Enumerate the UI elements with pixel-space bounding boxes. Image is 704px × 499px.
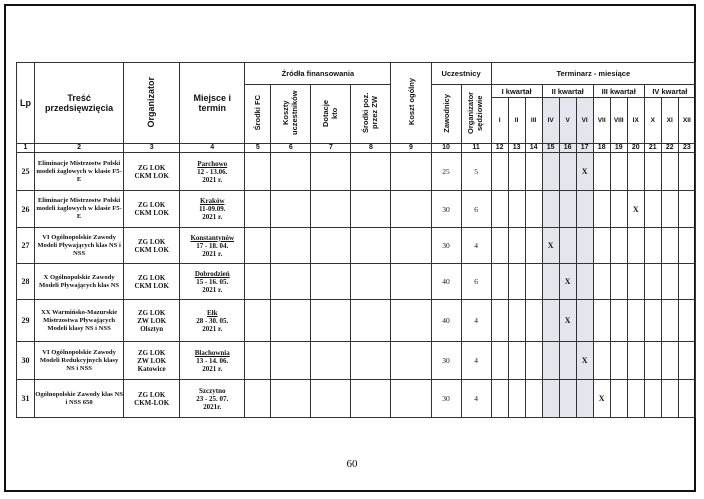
schedule-month-cell: [525, 380, 542, 418]
schedule-month-cell: [491, 342, 508, 380]
judges-cell: 6: [461, 264, 491, 300]
total-cost-cell: [391, 342, 431, 380]
event-place-date: [180, 342, 245, 380]
header-funding-grants: Dotacje kto: [311, 85, 351, 144]
schedule-month-cell: [525, 153, 542, 191]
schedule-month-cell: [491, 228, 508, 264]
table-row: [17, 228, 696, 264]
event-place-date: [180, 191, 245, 228]
schedule-month-cell: [525, 228, 542, 264]
row-number: 30: [17, 342, 35, 380]
organizer-line: CKM LOK: [134, 171, 169, 180]
funding-cell: [311, 300, 351, 342]
schedule-month-cell: [542, 264, 559, 300]
total-cost-cell: [391, 228, 431, 264]
schedule-month-cell: [559, 153, 576, 191]
page-number: 60: [346, 458, 358, 470]
judges-cell: 4: [461, 300, 491, 342]
funding-cell: [311, 191, 351, 228]
organizer-line: ZG LOK: [137, 308, 166, 317]
competitors-cell: 30: [431, 191, 461, 228]
header-quarter-3: III kwartał: [593, 85, 644, 98]
header-month: X: [644, 98, 661, 144]
schedule-month-cell: [559, 228, 576, 264]
column-number: 1: [17, 144, 35, 153]
funding-cell: [351, 342, 391, 380]
column-number: 2: [35, 144, 124, 153]
organizer-line: ZG LOK: [137, 273, 166, 282]
column-number: 9: [391, 144, 431, 153]
header-judges: Organizator sędziowie: [461, 85, 491, 144]
total-cost-cell: [391, 191, 431, 228]
funding-cell: [271, 342, 311, 380]
schedule-month-cell: [644, 342, 661, 380]
event-city: Konstantynów: [190, 233, 235, 242]
competitors-cell: 25: [431, 153, 461, 191]
schedule-month-cell: [576, 228, 593, 264]
competitors-cell: 30: [431, 342, 461, 380]
schedule-month-cell: [610, 191, 627, 228]
schedule-month-cell: [508, 380, 525, 418]
funding-cell: [245, 191, 271, 228]
schedule-month-cell: [525, 264, 542, 300]
header-month: III: [525, 98, 542, 144]
table-row: [17, 264, 696, 300]
schedule-month-cell: [610, 264, 627, 300]
funding-cell: [311, 342, 351, 380]
schedule-month-cell: [678, 264, 695, 300]
funding-cell: [271, 191, 311, 228]
header-competitors: Zawodnicy: [431, 85, 461, 144]
event-dates: 11-09.09.: [199, 205, 226, 213]
schedule-month-cell: [491, 264, 508, 300]
total-cost-cell: [391, 300, 431, 342]
header-quarter-2: II kwartał: [542, 85, 593, 98]
event-organizer: [124, 191, 180, 228]
funding-cell: [311, 380, 351, 418]
column-number: 7: [311, 144, 351, 153]
schedule-table: [16, 62, 696, 418]
table-header: [17, 63, 696, 153]
schedule-month-cell: [593, 342, 610, 380]
funding-cell: [271, 380, 311, 418]
table-row: [17, 300, 696, 342]
organizer-line: CKM-LOK: [134, 398, 170, 407]
schedule-month-cell: [627, 264, 644, 300]
schedule-mark: X: [542, 228, 559, 264]
header-month: VII: [593, 98, 610, 144]
header-quarter-4: IV kwartał: [644, 85, 695, 98]
funding-cell: [271, 153, 311, 191]
header-schedule-group: Terminarz - miesiące: [491, 63, 695, 85]
header-funding-fc: Środki FC: [245, 85, 271, 144]
schedule-month-cell: [661, 228, 678, 264]
schedule-month-cell: [661, 342, 678, 380]
schedule-month-cell: [644, 264, 661, 300]
column-number: 20: [627, 144, 644, 153]
schedule-month-cell: [593, 300, 610, 342]
schedule-month-cell: [610, 153, 627, 191]
judges-cell: 4: [461, 228, 491, 264]
schedule-month-cell: [610, 342, 627, 380]
schedule-mark: X: [627, 191, 644, 228]
funding-cell: [311, 228, 351, 264]
schedule-mark: X: [559, 264, 576, 300]
column-number: 17: [576, 144, 593, 153]
event-year: 2021 r.: [202, 175, 223, 184]
schedule-month-cell: [542, 191, 559, 228]
schedule-month-cell: [661, 300, 678, 342]
total-cost-cell: [391, 153, 431, 191]
table-row: [17, 191, 696, 228]
header-funding-group: Źródła finansowania: [245, 63, 391, 85]
funding-cell: [351, 153, 391, 191]
schedule-month-cell: [610, 380, 627, 418]
event-title: X Ogólnopolskie Zawody Modeli Pływających klas NS: [35, 264, 124, 300]
event-place-date: [180, 153, 245, 191]
schedule-month-cell: [678, 342, 695, 380]
event-organizer: [124, 228, 180, 264]
column-number: 3: [124, 144, 180, 153]
row-number: 31: [17, 380, 35, 418]
schedule-month-cell: [559, 191, 576, 228]
judges-cell: 4: [461, 342, 491, 380]
schedule-mark: X: [576, 342, 593, 380]
schedule-month-cell: [661, 153, 678, 191]
funding-cell: [271, 228, 311, 264]
schedule-month-cell: [491, 191, 508, 228]
header-month: VIII: [610, 98, 627, 144]
organizer-line: ZW LOK: [137, 316, 167, 325]
schedule-month-cell: [678, 300, 695, 342]
header-month: II: [508, 98, 525, 144]
event-place-date: [180, 264, 245, 300]
event-title: VI Ogólnopolskie Zawody Modeli Pływających klas NS i NSS: [35, 228, 124, 264]
schedule-month-cell: [627, 380, 644, 418]
event-title: Ogólnopolskie Zawody klas NS i NSS 650: [35, 380, 124, 418]
schedule-month-cell: [627, 228, 644, 264]
organizer-line: ZW LOK: [137, 356, 167, 365]
schedule-month-cell: [627, 153, 644, 191]
column-number: 13: [508, 144, 525, 153]
event-organizer: [124, 342, 180, 380]
schedule-month-cell: [491, 380, 508, 418]
column-number: 10: [431, 144, 461, 153]
funding-cell: [351, 380, 391, 418]
schedule-month-cell: [576, 300, 593, 342]
schedule-month-cell: [576, 191, 593, 228]
header-month: V: [559, 98, 576, 144]
schedule-mark: X: [559, 300, 576, 342]
competitors-cell: 30: [431, 228, 461, 264]
column-number: 15: [542, 144, 559, 153]
schedule-mark: X: [593, 380, 610, 418]
funding-cell: [245, 380, 271, 418]
column-number: 19: [610, 144, 627, 153]
event-year: 2021 r.: [202, 324, 223, 333]
organizer-line: CKM LOK: [134, 245, 169, 254]
column-number: 8: [351, 144, 391, 153]
schedule-month-cell: [593, 191, 610, 228]
funding-cell: [351, 264, 391, 300]
schedule-month-cell: [525, 191, 542, 228]
schedule-month-cell: [610, 300, 627, 342]
column-number: 6: [271, 144, 311, 153]
header-month: IV: [542, 98, 559, 144]
judges-cell: 5: [461, 153, 491, 191]
schedule-month-cell: [525, 300, 542, 342]
column-number: 23: [678, 144, 695, 153]
schedule-month-cell: [508, 228, 525, 264]
event-title: VI Ogólnopolskie Zawody Modeli Redukcyjnych klasy NS i NSS: [35, 342, 124, 380]
event-dates: 28 - 30. 05.: [196, 316, 229, 325]
organizer-line: CKM LOK: [134, 281, 169, 290]
schedule-month-cell: [644, 380, 661, 418]
row-number: 25: [17, 153, 35, 191]
schedule-month-cell: [661, 380, 678, 418]
header-quarter-1: I kwartał: [491, 85, 542, 98]
column-number: 11: [461, 144, 491, 153]
event-dates: 23 - 25. 07.: [196, 394, 229, 403]
column-number: 5: [245, 144, 271, 153]
event-city: Blachownia: [194, 348, 230, 357]
row-number: 27: [17, 228, 35, 264]
competitors-cell: 40: [431, 264, 461, 300]
event-place-date: [180, 380, 245, 418]
funding-cell: [245, 300, 271, 342]
header-month: I: [491, 98, 508, 144]
column-number: 16: [559, 144, 576, 153]
event-city: Kraków: [200, 197, 225, 205]
organizer-line: ZG LOK: [137, 201, 166, 209]
event-year: 2021 r.: [202, 249, 223, 258]
row-number: 28: [17, 264, 35, 300]
header-title: Treść przedsięwzięcia: [35, 63, 124, 144]
event-dates: 17 - 18. 04.: [196, 241, 229, 250]
organizer-line: ZG LOK: [137, 237, 166, 246]
event-year: 2021 r.: [202, 213, 223, 221]
event-title: Eliminacje Mistrzostw Polski modeli żaglowych w klasie F5-E: [35, 153, 124, 191]
funding-cell: [351, 300, 391, 342]
event-organizer: [124, 264, 180, 300]
schedule-month-cell: [559, 380, 576, 418]
event-place-date: [180, 228, 245, 264]
header-organizer: Organizator: [124, 63, 180, 144]
event-organizer: [124, 300, 180, 342]
schedule-month-cell: [542, 342, 559, 380]
header-participants-group: Uczestnicy: [431, 63, 491, 85]
event-dates: 15 - 16. 05.: [196, 277, 229, 286]
header-month: VI: [576, 98, 593, 144]
organizer-line: Katowice: [137, 364, 166, 373]
competitors-cell: 30: [431, 380, 461, 418]
schedule-month-cell: [508, 264, 525, 300]
judges-cell: 6: [461, 191, 491, 228]
funding-cell: [311, 153, 351, 191]
organizer-line: ZG LOK: [137, 163, 166, 172]
event-year: 2021 r.: [202, 285, 223, 294]
funding-cell: [245, 264, 271, 300]
event-organizer: [124, 380, 180, 418]
event-dates: 12 - 13.06.: [197, 167, 228, 176]
event-place-date: [180, 300, 245, 342]
event-year: 2021 r.: [202, 364, 223, 373]
header-funding-participants: Koszty uczestników: [271, 85, 311, 144]
header-funding-zw: Środki poz. przez ZW: [351, 85, 391, 144]
total-cost-cell: [391, 380, 431, 418]
schedule-month-cell: [678, 191, 695, 228]
funding-cell: [245, 342, 271, 380]
header-place: Miejsce i termin: [180, 63, 245, 144]
header-lp: Lp: [17, 63, 35, 144]
judges-cell: 4: [461, 380, 491, 418]
schedule-month-cell: [627, 342, 644, 380]
funding-cell: [245, 228, 271, 264]
table-body: [17, 153, 696, 418]
funding-cell: [311, 264, 351, 300]
funding-cell: [351, 191, 391, 228]
event-city: Szczytno: [199, 386, 226, 395]
schedule-month-cell: [559, 342, 576, 380]
column-number: 4: [180, 144, 245, 153]
column-number: 22: [661, 144, 678, 153]
event-year: 2021r.: [203, 402, 222, 411]
schedule-month-cell: [491, 300, 508, 342]
schedule-month-cell: [542, 380, 559, 418]
schedule-month-cell: [508, 342, 525, 380]
schedule-month-cell: [593, 153, 610, 191]
schedule-mark: X: [576, 153, 593, 191]
schedule-month-cell: [542, 153, 559, 191]
funding-cell: [271, 300, 311, 342]
competitors-cell: 40: [431, 300, 461, 342]
header-month: XI: [661, 98, 678, 144]
schedule-month-cell: [542, 300, 559, 342]
funding-cell: [245, 153, 271, 191]
total-cost-cell: [391, 264, 431, 300]
organizer-line: ZG LOK: [137, 348, 166, 357]
header-total-cost: Koszt ogólny: [391, 63, 431, 144]
schedule-month-cell: [491, 153, 508, 191]
schedule-month-cell: [576, 380, 593, 418]
schedule-month-cell: [508, 300, 525, 342]
event-city: Ełk: [207, 308, 218, 317]
schedule-month-cell: [644, 153, 661, 191]
row-number: 26: [17, 191, 35, 228]
column-number: 18: [593, 144, 610, 153]
schedule-month-cell: [644, 228, 661, 264]
schedule-month-cell: [661, 191, 678, 228]
header-month: XII: [678, 98, 695, 144]
event-city: Dobrodzień: [194, 269, 230, 278]
table-row: [17, 380, 696, 418]
schedule-month-cell: [593, 228, 610, 264]
schedule-month-cell: [525, 342, 542, 380]
schedule-month-cell: [508, 191, 525, 228]
column-number: 14: [525, 144, 542, 153]
schedule-month-cell: [644, 300, 661, 342]
organizer-line: Olsztyn: [140, 324, 164, 333]
schedule-month-cell: [576, 264, 593, 300]
table-row: [17, 153, 696, 191]
column-number-row: [17, 144, 696, 153]
schedule-month-cell: [678, 228, 695, 264]
event-dates: 13 - 14. 06.: [196, 356, 229, 365]
schedule-month-cell: [678, 380, 695, 418]
schedule-month-cell: [678, 153, 695, 191]
schedule-month-cell: [627, 300, 644, 342]
row-number: 29: [17, 300, 35, 342]
event-title: XX Warmińsko-Mazurskie Mistrzostwa Pływających Modeli klasy NS i NSS: [35, 300, 124, 342]
event-organizer: [124, 153, 180, 191]
schedule-month-cell: [644, 191, 661, 228]
schedule-month-cell: [593, 264, 610, 300]
schedule-month-cell: [508, 153, 525, 191]
funding-cell: [271, 264, 311, 300]
organizer-line: ZG LOK: [137, 390, 166, 399]
funding-cell: [351, 228, 391, 264]
header-month: IX: [627, 98, 644, 144]
column-number: 21: [644, 144, 661, 153]
schedule-month-cell: [610, 228, 627, 264]
column-number: 12: [491, 144, 508, 153]
table-row: [17, 342, 696, 380]
event-city: Parchowo: [197, 159, 228, 168]
event-title: Eliminacje Mistrzostw Polski modeli żaglowych w klasie F5-E: [35, 191, 124, 228]
organizer-line: CKM LOK: [134, 209, 169, 217]
schedule-month-cell: [661, 264, 678, 300]
